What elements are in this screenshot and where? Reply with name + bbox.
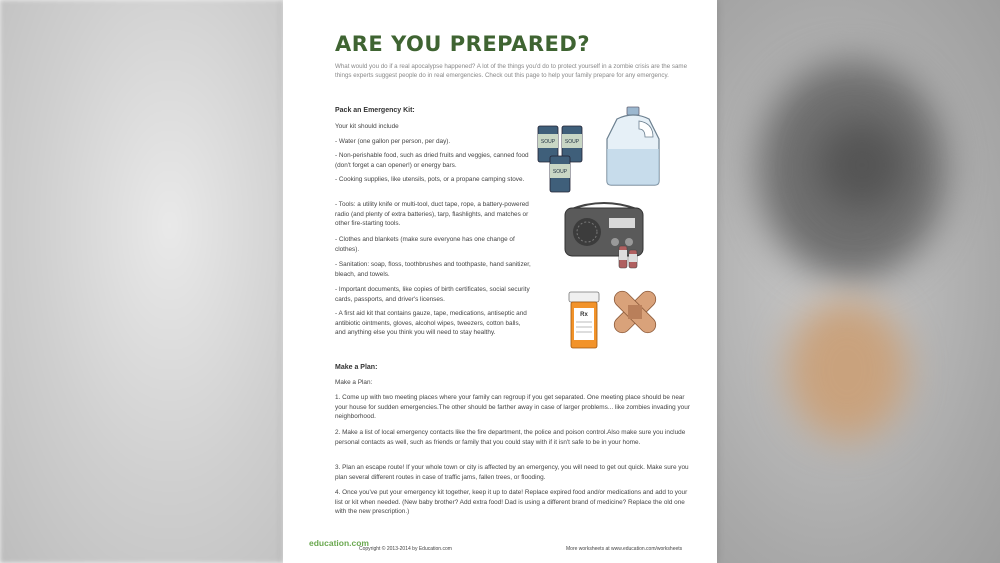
kit-heading: Pack an Emergency Kit:	[335, 107, 415, 114]
kit-item-food: - Non-perishable food, such as dried fruits and veggies, canned food (don't forget a can opener!) or energy bars.	[335, 152, 529, 169]
soup-label-1: SOUP	[540, 139, 556, 145]
bandage-icon	[610, 282, 660, 342]
kit-item-sanitation: - Sanitation: soap, floss, toothbrushes and toothpaste, hand sanitizer, bleach, and towels.	[335, 261, 531, 278]
kit-intro: Your kit should include	[335, 123, 399, 130]
footer-more-worksheets: More worksheets at www.education.com/worksheets	[566, 546, 683, 552]
education-logo: education.com	[309, 538, 369, 548]
kit-item-first-aid: - A first aid kit that contains gauze, tape, medications, antiseptic and antibiotic ointments, gloves, alcohol wipes, tweezers, cotton balls, and anything else you think you will need to stay healthy.	[335, 310, 527, 337]
footer-copyright: Copyright © 2013-2014 by Education.com	[359, 546, 452, 552]
kit-item-documents: - Important documents, like copies of birth certificates, social security cards, passports, and driver's licenses.	[335, 286, 530, 303]
kit-item-tools: - Tools: a utility knife or multi-tool, duct tape, rope, a battery-powered radio (and plenty of extra batteries), tarp, flashlights, and matches or other fire-starting tools.	[335, 201, 529, 228]
prescription-bottle-icon	[567, 290, 601, 350]
blurred-bandage-shape	[787, 300, 907, 440]
blurred-dark-shape	[817, 120, 907, 210]
background-left	[0, 0, 283, 563]
kit-item-cooking: - Cooking supplies, like utensils, pots, or a propane camping stove.	[335, 176, 525, 183]
radio-icon	[563, 196, 645, 272]
kit-item-water: - Water (one gallon per person, per day).	[335, 138, 451, 145]
background-right	[717, 0, 1000, 563]
plan-heading: Make a Plan:	[335, 364, 378, 371]
kit-item-clothes: - Clothes and blankets (make sure everyone has one change of clothes).	[335, 236, 515, 253]
soup-label-2: SOUP	[564, 139, 580, 145]
rx-label: Rx	[580, 312, 588, 318]
intro-paragraph: What would you do if a real apocalypse happened? A lot of the things you'd do to protect yourself in a zombie crisis are the same things experts suggest people do in real emergencies. Check out this page to help your family prepare for any emergency.	[335, 63, 688, 80]
plan-item-2: 2. Make a list of local emergency contacts like the fire department, the police and poison control.Also make sure you include personal contacts as well, such as friends or family that you could stay with if it isn't safe to be in your home.	[335, 429, 686, 446]
soup-label-3: SOUP	[552, 169, 568, 175]
plan-item-3: 3. Plan an escape route! If your whole town or city is affected by an emergency, you will need to get out quick. Make sure you plan several different routes in case of traffic jams, fallen trees, or flooding.	[335, 464, 689, 481]
soup-cans-icon	[536, 122, 592, 194]
plan-intro: Make a Plan:	[335, 379, 373, 386]
plan-item-1: 1. Come up with two meeting places where your family can regroup if you get separated. One meeting place should be near your house for sudden emergencies.The other should be farther away in case of larger problems... like zombies invading your neighborhood.	[335, 394, 690, 421]
worksheet-page	[283, 0, 717, 563]
plan-item-4: 4. Once you've put your emergency kit together, keep it up to date! Replace expired food and/or medications and add to your list or kit when needed. (New baby brother? Add extra food! Dad is using a different brand of medicine? Replace the old one with the new prescription.)	[335, 489, 688, 516]
water-jug-icon	[603, 105, 665, 187]
worksheet-title: ARE YOU PREPARED?	[335, 32, 591, 56]
